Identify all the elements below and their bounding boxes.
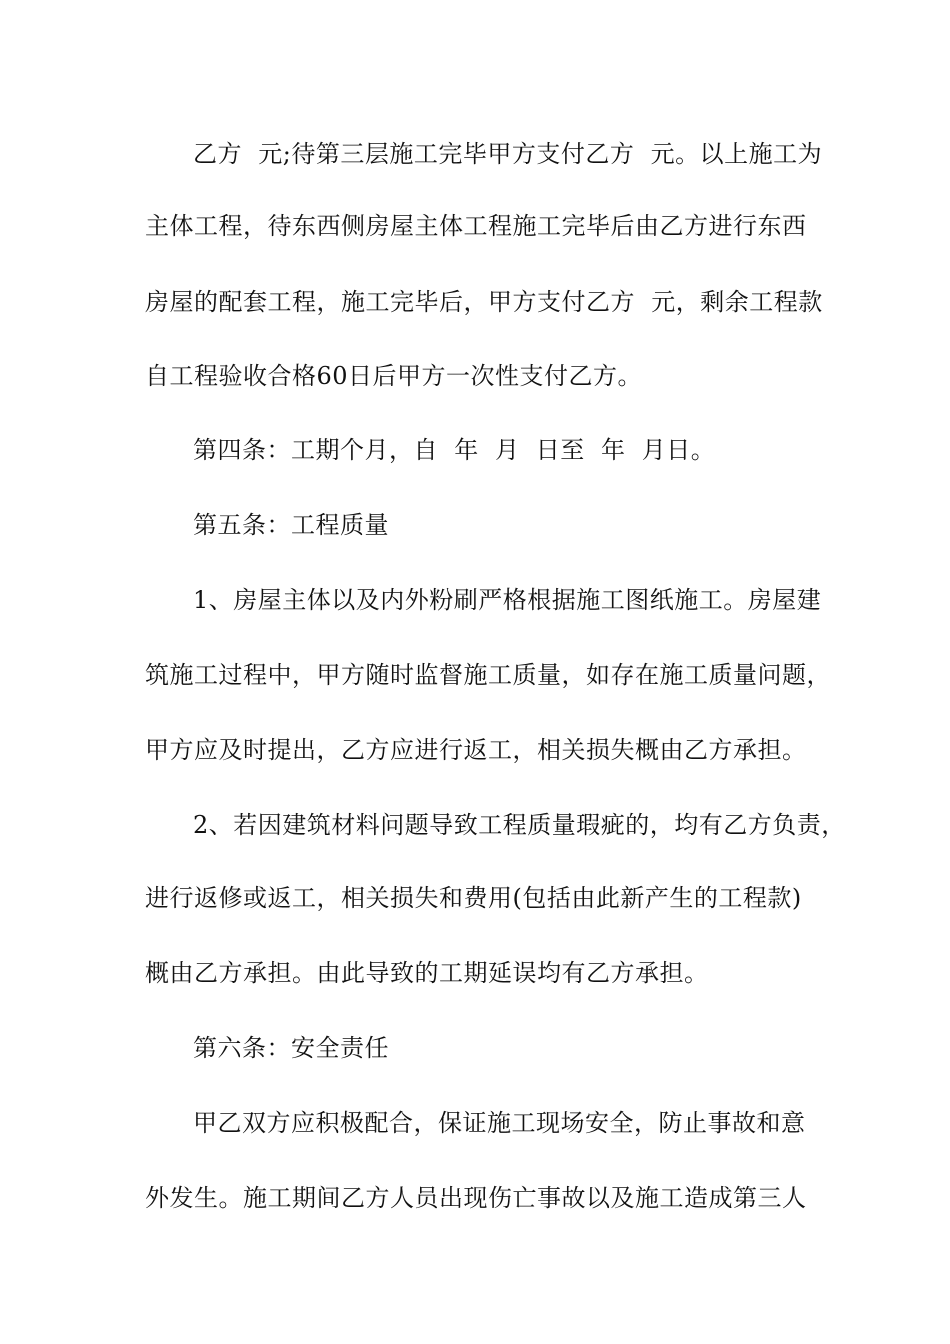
text-line-12: 概由乙方承担。由此导致的工期延误均有乙方承担。 <box>145 959 709 987</box>
article-6-heading: 第六条：安全责任 <box>193 1034 389 1062</box>
article-5-heading: 第五条：工程质量 <box>193 511 389 539</box>
article-4-heading: 第四条：工期个月，自 年 月 日至 年 月日。 <box>193 436 716 464</box>
text-line-14: 甲乙双方应积极配合，保证施工现场安全，防止事故和意 <box>193 1109 806 1137</box>
text-line-10: 2、若因建筑材料问题导致工程质量瑕疵的，均有乙方负责， <box>193 811 846 839</box>
text-line-1: 乙方 元;待第三层施工完毕甲方支付乙方 元。以上施工为 <box>193 140 823 168</box>
text-line-8: 筑施工过程中，甲方随时监督施工质量，如存在施工质量问题， <box>145 661 831 689</box>
text-line-3: 房屋的配套工程，施工完毕后，甲方支付乙方 元，剩余工程款 <box>145 288 823 316</box>
text-line-11: 进行返修或返工，相关损失和费用(包括由此新产生的工程款) <box>145 884 802 912</box>
text-line-7: 1、房屋主体以及内外粉刷严格根据施工图纸施工。房屋建 <box>193 586 822 614</box>
text-line-15: 外发生。施工期间乙方人员出现伤亡事故以及施工造成第三人 <box>145 1184 807 1212</box>
text-line-4: 自工程验收合格60日后甲方一次性支付乙方。 <box>145 362 643 390</box>
text-line-2: 主体工程，待东西侧房屋主体工程施工完毕后由乙方进行东西 <box>145 212 807 240</box>
text-line-9: 甲方应及时提出，乙方应进行返工，相关损失概由乙方承担。 <box>145 736 807 764</box>
